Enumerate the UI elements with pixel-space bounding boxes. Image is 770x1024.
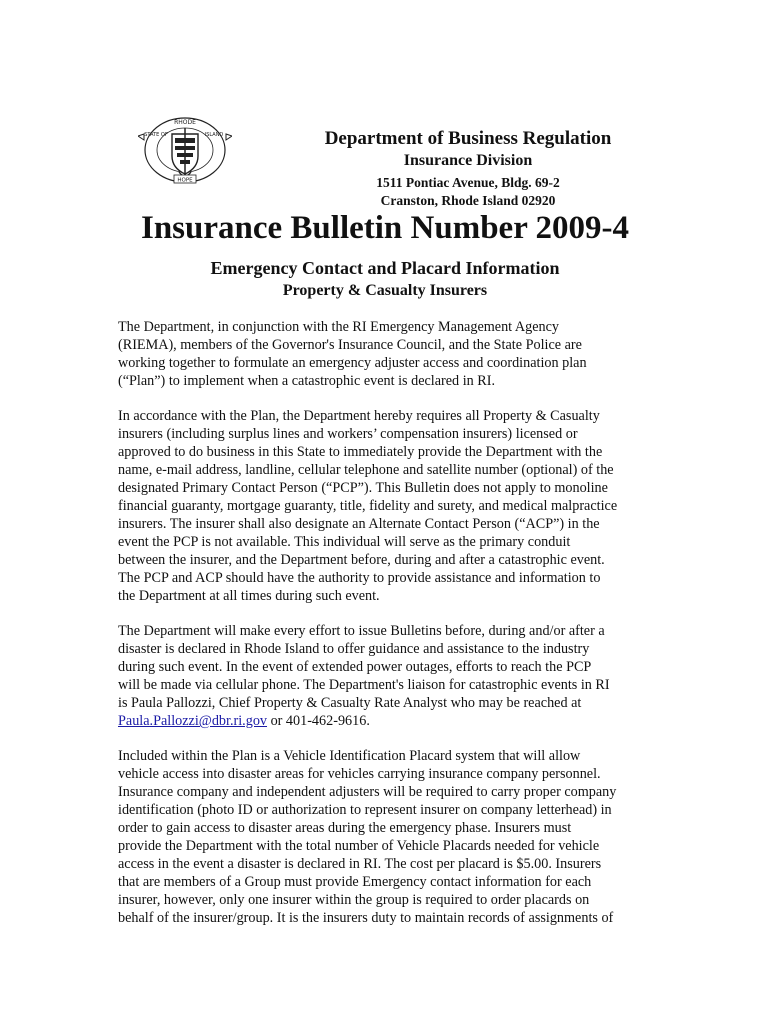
body-line: insurers (including surplus lines and workers’ compensation insurers) licensed or <box>118 426 578 442</box>
body-line: Insurance company and independent adjusters will be required to carry proper company <box>118 784 617 800</box>
body-line: that are members of a Group must provide Emergency contact information for each <box>118 874 592 890</box>
liaison-phone-text: or 401-462-9616. <box>267 713 370 729</box>
svg-text:HOPE: HOPE <box>177 177 193 184</box>
body-line: between the insurer, and the Department before, during and after a catastrophic event. <box>118 552 605 568</box>
body-line: disaster is declared in Rhode Island to offer guidance and assistance to the industry <box>118 641 590 657</box>
body-line: (RIEMA), members of the Governor's Insurance Council, and the State Police are <box>118 337 582 353</box>
bulletin-title: Insurance Bulletin Number 2009-4 <box>140 210 629 246</box>
body-line: working together to formulate an emergency adjuster access and coordination plan <box>118 355 587 371</box>
body-line: Included within the Plan is a Vehicle Identification Placard system that will allow <box>118 748 581 764</box>
paragraph-liaison <box>118 622 658 730</box>
body-line: financial guaranty, mortgage guaranty, title, fidelity and surety, and medical malpractice <box>118 498 618 514</box>
division-name: Insurance Division <box>403 152 533 169</box>
body-line: approved to do business in this State to immediately provide the Department with the <box>118 444 603 460</box>
paragraph-placards <box>118 747 658 927</box>
body-line: is Paula Pallozzi, Chief Property & Casualty Rate Analyst who may be reached at <box>118 695 582 711</box>
body-line-email <box>118 712 658 730</box>
body-line: identification (photo ID or authorization to represent insurer on company letterhead) in <box>118 802 612 818</box>
body-line: insurers. The insurer shall also designate an Alternate Contact Person (“ACP”) in the <box>118 516 600 532</box>
svg-text:ISLAND: ISLAND <box>204 132 224 138</box>
body-line: event the PCP is not available. This individual will serve as the primary conduit <box>118 534 571 550</box>
body-line: will be made via cellular phone. The Department's liaison for catastrophic events in RI <box>118 677 610 693</box>
body-line: vehicle access into disaster areas for vehicles carrying insurance company personnel. <box>118 766 601 782</box>
body-line: (“Plan”) to implement when a catastrophic event is declared in RI. <box>118 373 496 389</box>
body-line: the Department at all times during such event. <box>118 588 380 604</box>
body-line: provide the Department with the total number of Vehicle Placards needed for vehicle <box>118 838 600 854</box>
body-line: designated Primary Contact Person (“PCP”). This Bulletin does not apply to monoline <box>118 480 608 496</box>
bulletin-body <box>118 318 658 944</box>
body-line: The Department will make every effort to issue Bulletins before, during and/or after a <box>118 623 605 639</box>
address-line-1: 1511 Pontiac Avenue, Bldg. 69-2 <box>376 175 560 190</box>
bulletin-subtitle: Emergency Contact and Placard Information <box>210 258 560 278</box>
svg-text:RHODE: RHODE <box>174 119 196 126</box>
body-line: In accordance with the Plan, the Department hereby requires all Property & Casualty <box>118 408 600 424</box>
paragraph-plan-intro <box>118 318 658 390</box>
state-seal-logo <box>138 112 232 196</box>
body-line: The Department, in conjunction with the RI Emergency Management Agency <box>118 319 559 335</box>
body-line: The PCP and ACP should have the authority to provide assistance and information to <box>118 570 601 586</box>
body-line: order to gain access to disaster areas during the emergency phase. Insurers must <box>118 820 572 836</box>
paragraph-contact-requirements <box>118 407 658 605</box>
liaison-email-link[interactable]: Paula.Pallozzi@dbr.ri.gov <box>118 713 268 729</box>
body-line: name, e-mail address, landline, cellular telephone and satellite number (optional) of the <box>118 462 614 478</box>
address-line-2: Cranston, Rhode Island 02920 <box>380 193 556 208</box>
body-line: insurer, however, only one insurer within the group is required to order placards on <box>118 892 590 908</box>
bulletin-audience: Property & Casualty Insurers <box>282 282 488 299</box>
body-line: access in the event a disaster is declared in RI. The cost per placard is $5.00. Insurers <box>118 856 602 872</box>
department-name: Department of Business Regulation <box>324 128 612 149</box>
svg-text:STATE OF: STATE OF <box>144 132 168 138</box>
body-line: behalf of the insurer/group. It is the insurers duty to maintain records of assignments of <box>118 910 614 926</box>
body-line: during such event. In the event of extended power outages, efforts to reach the PCP <box>118 659 592 675</box>
